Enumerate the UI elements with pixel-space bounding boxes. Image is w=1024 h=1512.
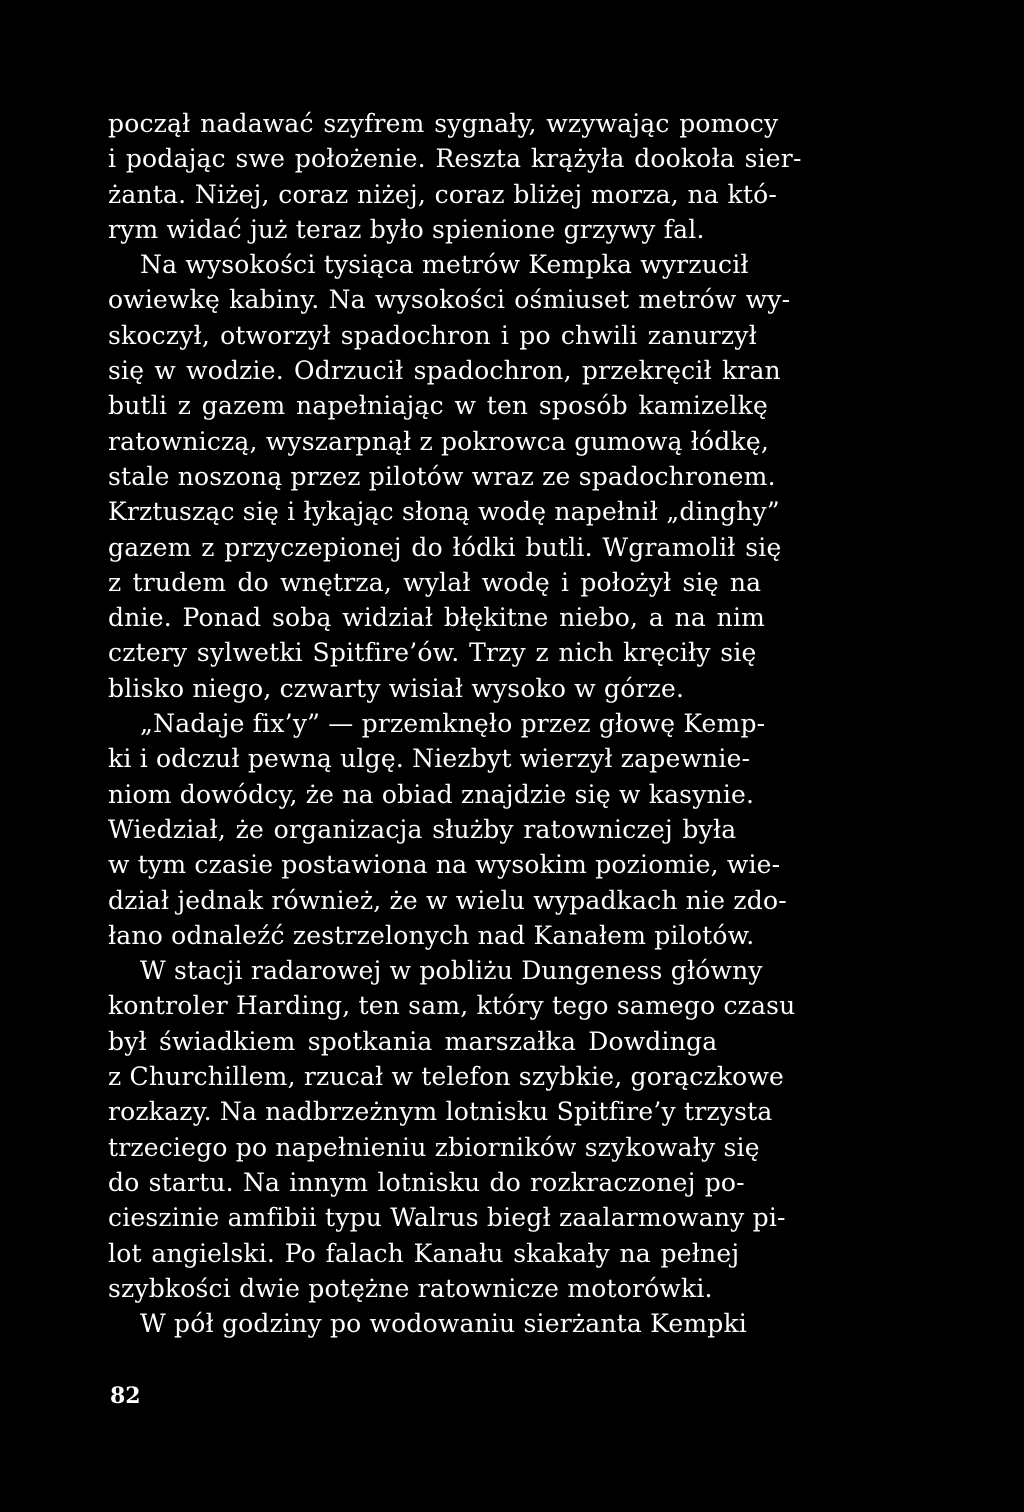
- text-line: żanta. Niżej, coraz niżej, coraz bliżej morza, na któ-: [108, 179, 778, 209]
- text-line: niom dowódcy, że na obiad znajdzie się w kasynie.: [108, 779, 755, 809]
- text-line: począł nadawać szyfrem sygnały, wzywając pomocy: [108, 109, 779, 138]
- text-line: gazem z przyczepionej do łódki butli. Wgramolił się: [108, 532, 782, 562]
- text-line: cieszinie amfibii typu Walrus biegł zaalarmowany pi-: [108, 1203, 786, 1233]
- text-line: „Nadaje fix’y” — przemknęło przez głowę Kemp-: [140, 709, 766, 739]
- text-line: butli z gazem napełniając w ten sposób kamizelkę: [108, 391, 768, 421]
- text-line: skoczył, otworzył spadochron i po chwili zanurzył: [108, 320, 757, 350]
- text-line: z trudem do wnętrza, wylał wodę i położył się na: [108, 567, 762, 597]
- text-line: ratowniczą, wyszarpnął z pokrowca gumową łódkę,: [108, 426, 769, 456]
- text-line: się w wodzie. Odrzucił spadochron, przekręcił kran: [108, 356, 781, 386]
- text-line: był świadkiem spotkania marszałka Dowdinga: [108, 1026, 718, 1056]
- body-text: [108, 106, 938, 1341]
- text-line: szybkości dwie potężne ratownicze motorówki.: [108, 1273, 713, 1303]
- text-line: rym widać już teraz było spienione grzywy fal.: [108, 214, 705, 244]
- text-line: trzeciego po napełnieniu zbiorników szykowały się: [108, 1132, 760, 1162]
- text-line: lot angielski. Po falach Kanału skakały na pełnej: [108, 1238, 740, 1268]
- text-line: łano odnaleźć zestrzelonych nad Kanałem pilotów.: [108, 920, 755, 950]
- text-line: dnie. Ponad sobą widział błękitne niebo, a na nim: [108, 603, 766, 633]
- text-line: Krztusząc się i łykając słoną wodę napełnił „dinghy”: [108, 497, 780, 527]
- text-line: W stacji radarowej w pobliżu Dungeness główny: [140, 956, 763, 986]
- text-line: Na wysokości tysiąca metrów Kempka wyrzucił: [140, 250, 749, 280]
- page-number: 82: [110, 1383, 141, 1409]
- text-line: ki i odczuł pewną ulgę. Niezbyt wierzył zapewnie-: [108, 744, 751, 774]
- text-line: kontroler Harding, ten sam, który tego samego czasu: [108, 991, 796, 1021]
- text-line: cztery sylwetki Spitfire’ów. Trzy z nich kręciły się: [108, 638, 757, 668]
- text-line: W pół godziny po wodowaniu sierżanta Kempki: [140, 1309, 748, 1339]
- text-line: i podając swe położenie. Reszta krążyła dookoła sier-: [108, 144, 802, 174]
- text-line: owiewkę kabiny. Na wysokości ośmiuset metrów wy-: [108, 285, 791, 315]
- text-line: dział jednak również, że w wielu wypadkach nie zdo-: [108, 885, 787, 915]
- text-line: z Churchillem, rzucał w telefon szybkie, gorączkowe: [108, 1062, 785, 1092]
- text-line: stale noszoną przez pilotów wraz ze spadochronem.: [108, 461, 776, 491]
- text-line: blisko niego, czwarty wisiał wysoko w górze.: [108, 673, 685, 703]
- text-line: rozkazy. Na nadbrzeżnym lotnisku Spitfire’y trzysta: [108, 1097, 773, 1127]
- text-line: w tym czasie postawiona na wysokim poziomie, wie-: [108, 850, 781, 880]
- text-line: do startu. Na innym lotnisku do rozkraczonej po-: [108, 1167, 745, 1197]
- text-line: Wiedział, że organizacja służby ratowniczej była: [108, 814, 737, 844]
